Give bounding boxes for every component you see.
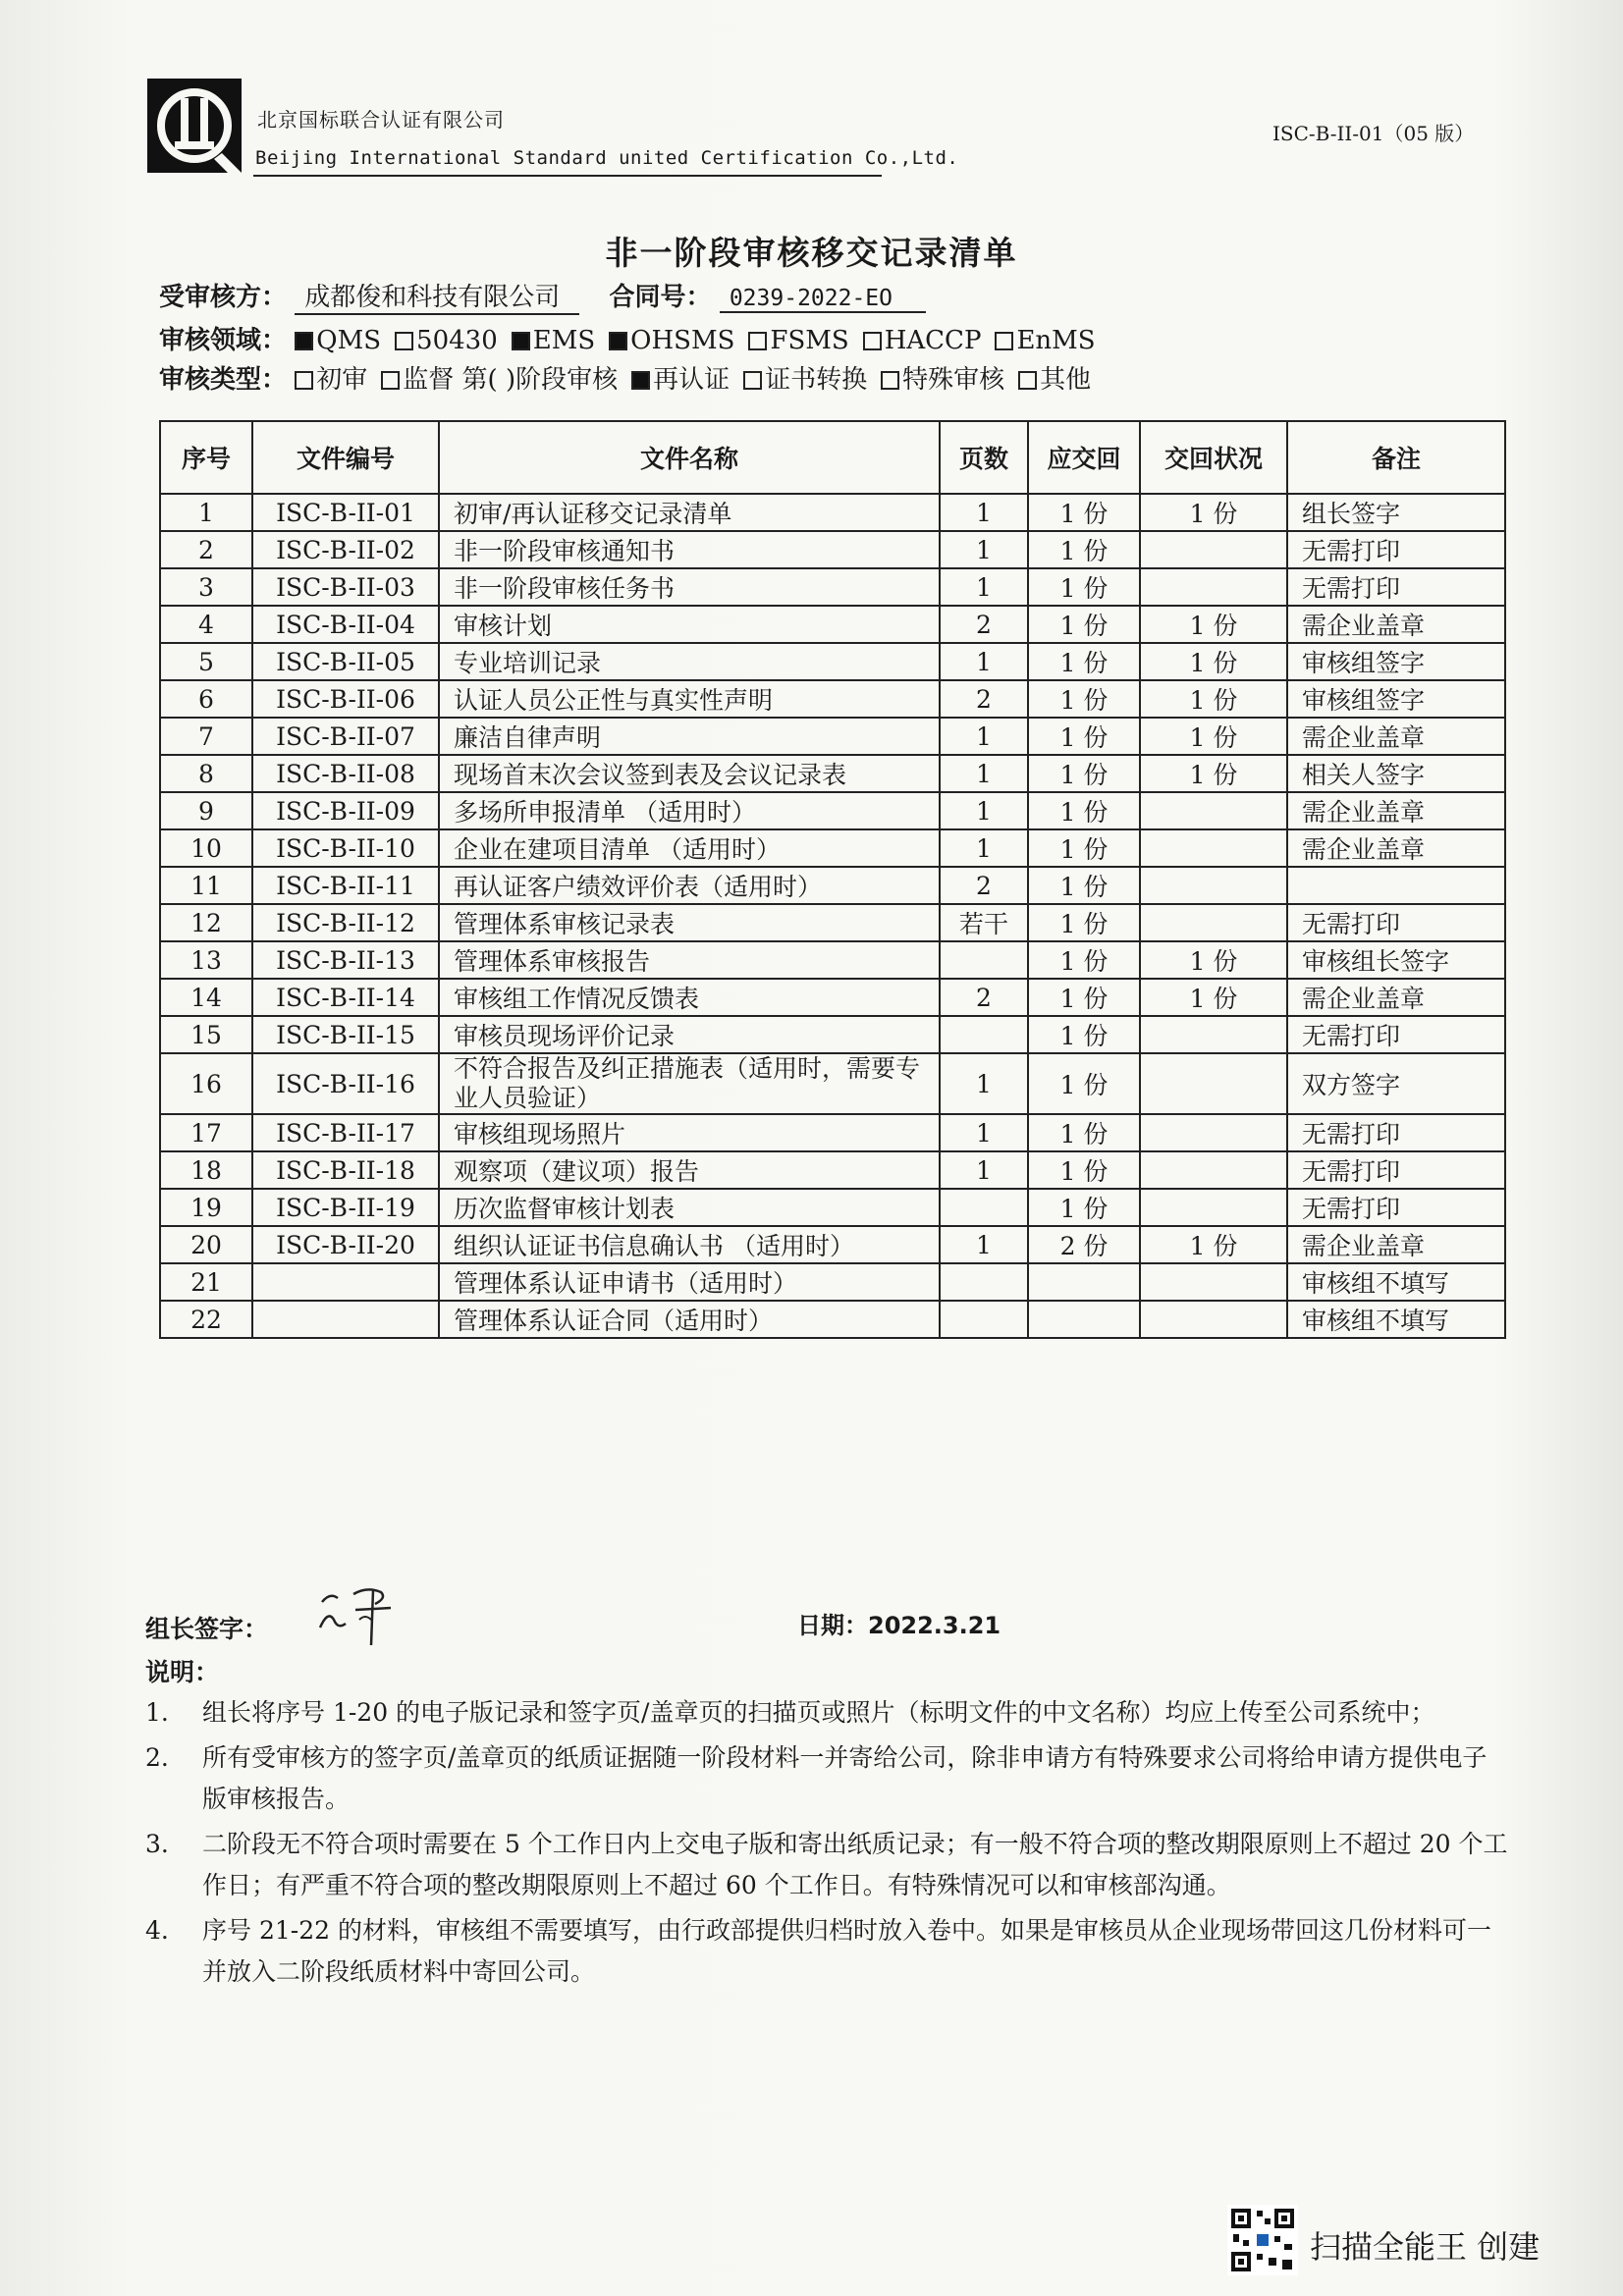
file-name-cell: 非一阶段审核通知书 [439,531,940,568]
page-count-cell [940,941,1028,979]
return-status-cell [1140,829,1287,867]
file-code-cell: ISC-B-II-08 [252,755,439,792]
page-count-cell: 1 [940,1151,1028,1189]
remark-cell: 无需打印 [1287,1189,1505,1226]
table-row [160,1226,1505,1263]
type-option [1018,365,1091,395]
return-status-cell [1140,1263,1287,1301]
table-row [160,904,1505,941]
unchecked-box-icon [743,371,762,390]
note-number: 1. [145,1698,169,1727]
type-option [631,365,730,395]
type-option [381,365,618,395]
remark-cell: 无需打印 [1287,568,1505,606]
col-header-pages: 页数 [940,421,1028,494]
file-code-cell: ISC-B-II-16 [252,1053,439,1114]
remark-cell: 需企业盖章 [1287,718,1505,755]
notes-list [145,1692,1510,1997]
remark-cell: 需企业盖章 [1287,1226,1505,1263]
remark-cell: 审核组签字 [1287,643,1505,680]
company-name-en: Beijing International Standard united Certification Co.,Ltd. [255,147,959,169]
return-status-cell [1140,1053,1287,1114]
domain-option [295,326,381,355]
table-row [160,643,1505,680]
unchecked-box-icon [995,332,1013,350]
table-row [160,1016,1505,1053]
file-code-cell: ISC-B-II-10 [252,829,439,867]
table-row [160,829,1505,867]
table-row [160,531,1505,568]
file-code-cell [252,1263,439,1301]
file-name-cell: 审核组现场照片 [439,1114,940,1151]
table-row [160,755,1505,792]
col-header-note: 备注 [1287,421,1505,494]
page-count-cell: 2 [940,606,1028,643]
note-text: 二阶段无不符合项时需要在 5 个工作日内上交电子版和寄出纸质记录；有一般不符合项的整改期限原则上不超过 20 个工作日；有严重不符合项的整改期限原则上不超过 60 个工作日。有特殊情况可以和审核部沟通。 [202,1830,1508,1899]
return-status-cell: 1 份 [1140,1226,1287,1263]
header-divider [253,175,882,177]
unchecked-box-icon [863,332,882,350]
unchecked-box-icon [295,371,313,390]
row-number-cell: 22 [160,1301,252,1338]
row-number-cell: 1 [160,494,252,531]
remark-cell: 审核组长签字 [1287,941,1505,979]
page-count-cell: 2 [940,680,1028,718]
due-count-cell: 1 份 [1028,941,1140,979]
type-option-label: 初审 [316,365,368,395]
file-name-cell: 初审/再认证移交记录清单 [439,494,940,531]
unchecked-box-icon [395,332,413,350]
page-count-cell: 1 [940,792,1028,829]
leader-sign-label: 组长签字： [145,1615,269,1643]
type-option-label: 监督 第( )阶段审核 [403,365,619,395]
notes-title: 说明： [145,1658,220,1686]
row-number-cell: 8 [160,755,252,792]
due-count-cell: 1 份 [1028,568,1140,606]
col-header-no: 序号 [160,421,252,494]
row-number-cell: 17 [160,1114,252,1151]
due-count-cell: 1 份 [1028,1053,1140,1114]
domain-option [748,326,848,355]
table-row [160,1151,1505,1189]
due-count-cell [1028,1301,1140,1338]
remark-cell: 双方签字 [1287,1053,1505,1114]
remark-cell: 需企业盖章 [1287,829,1505,867]
due-count-cell: 1 份 [1028,606,1140,643]
domain-option-label: HACCP [884,326,982,355]
table-row [160,867,1505,904]
file-code-cell: ISC-B-II-11 [252,867,439,904]
document-code: ISC-B-II-01（05 版） [1272,122,1475,145]
due-count-cell: 1 份 [1028,718,1140,755]
remark-cell: 组长签字 [1287,494,1505,531]
note-number: 3. [145,1830,169,1858]
file-name-cell: 多场所申报清单 （适用时） [439,792,940,829]
domain-option-label: EnMS [1016,326,1096,355]
file-name-cell: 企业在建项目清单 （适用时） [439,829,940,867]
checked-box-icon [295,332,313,350]
domain-option-label: QMS [316,326,382,355]
note-number: 2. [145,1743,169,1772]
table-row [160,1263,1505,1301]
company-logo-icon [145,77,243,175]
type-option-label: 证书转换 [765,365,868,395]
table-row [160,941,1505,979]
note-item [145,1824,1510,1906]
note-number: 4. [145,1916,169,1945]
file-code-cell: ISC-B-II-04 [252,606,439,643]
due-count-cell: 1 份 [1028,531,1140,568]
table-row [160,1189,1505,1226]
return-status-cell: 1 份 [1140,606,1287,643]
col-header-status: 交回状况 [1140,421,1287,494]
auditee-value: 成都俊和科技有限公司 [295,277,579,315]
file-code-cell: ISC-B-II-03 [252,568,439,606]
remark-cell: 需企业盖章 [1287,792,1505,829]
file-code-cell: ISC-B-II-07 [252,718,439,755]
col-header-name: 文件名称 [439,421,940,494]
row-number-cell: 13 [160,941,252,979]
return-status-cell: 1 份 [1140,643,1287,680]
type-option [881,365,1004,395]
file-code-cell: ISC-B-II-15 [252,1016,439,1053]
handover-table [159,420,1506,1339]
type-option-label: 其他 [1040,365,1092,395]
col-header-due: 应交回 [1028,421,1140,494]
return-status-cell: 1 份 [1140,718,1287,755]
due-count-cell: 1 份 [1028,1114,1140,1151]
return-status-cell [1140,531,1287,568]
domain-option [863,326,982,355]
page-count-cell: 1 [940,755,1028,792]
file-name-cell: 审核计划 [439,606,940,643]
file-code-cell: ISC-B-II-20 [252,1226,439,1263]
file-name-cell: 审核员现场评价记录 [439,1016,940,1053]
row-number-cell: 15 [160,1016,252,1053]
file-name-cell: 再认证客户绩效评价表（适用时） [439,867,940,904]
checked-box-icon [609,332,627,350]
return-status-cell [1140,1189,1287,1226]
row-number-cell: 3 [160,568,252,606]
remark-cell: 无需打印 [1287,1016,1505,1053]
return-status-cell [1140,1016,1287,1053]
file-code-cell: ISC-B-II-05 [252,643,439,680]
row-number-cell: 14 [160,979,252,1016]
row-number-cell: 21 [160,1263,252,1301]
table-row [160,792,1505,829]
checked-box-icon [512,332,530,350]
file-name-cell: 不符合报告及纠正措施表（适用时，需要专业人员验证） [439,1053,940,1114]
unchecked-box-icon [381,371,400,390]
auditee-line [159,277,926,315]
domain-option-label: FSMS [770,326,849,355]
file-name-cell: 廉洁自律声明 [439,718,940,755]
row-number-cell: 5 [160,643,252,680]
table-row [160,494,1505,531]
return-status-cell: 1 份 [1140,941,1287,979]
return-status-cell: 1 份 [1140,755,1287,792]
due-count-cell: 2 份 [1028,1226,1140,1263]
file-name-cell: 非一阶段审核任务书 [439,568,940,606]
row-number-cell: 19 [160,1189,252,1226]
note-item [145,1737,1510,1820]
table-row [160,1053,1505,1114]
table-row [160,979,1505,1016]
page-count-cell: 1 [940,718,1028,755]
row-number-cell: 20 [160,1226,252,1263]
page-count-cell: 1 [940,829,1028,867]
due-count-cell: 1 份 [1028,979,1140,1016]
file-name-cell: 审核组工作情况反馈表 [439,979,940,1016]
file-name-cell: 管理体系审核报告 [439,941,940,979]
file-code-cell: ISC-B-II-13 [252,941,439,979]
due-count-cell: 1 份 [1028,1151,1140,1189]
scanner-watermark-text: 扫描全能王 创建 [1310,2228,1541,2266]
domain-option-label: 50430 [416,326,498,355]
due-count-cell: 1 份 [1028,680,1140,718]
remark-cell: 无需打印 [1287,904,1505,941]
page-count-cell: 若干 [940,904,1028,941]
domain-label: 审核领域： [159,326,288,355]
row-number-cell: 4 [160,606,252,643]
file-name-cell: 认证人员公正性与真实性声明 [439,680,940,718]
page-count-cell: 1 [940,568,1028,606]
due-count-cell [1028,1263,1140,1301]
file-name-cell: 观察项（建议项）报告 [439,1151,940,1189]
type-line [159,359,1105,396]
remark-cell: 相关人签字 [1287,755,1505,792]
table-row [160,606,1505,643]
domain-option-label: OHSMS [630,326,735,355]
type-option [295,365,367,395]
remark-cell: 审核组签字 [1287,680,1505,718]
file-code-cell: ISC-B-II-14 [252,979,439,1016]
domain-option [512,326,595,355]
page-count-cell: 1 [940,1053,1028,1114]
due-count-cell: 1 份 [1028,643,1140,680]
file-name-cell: 管理体系审核记录表 [439,904,940,941]
domain-option [995,326,1095,355]
file-name-cell: 历次监督审核计划表 [439,1189,940,1226]
row-number-cell: 2 [160,531,252,568]
page-count-cell [940,1016,1028,1053]
col-header-code: 文件编号 [252,421,439,494]
return-status-cell [1140,568,1287,606]
row-number-cell: 11 [160,867,252,904]
due-count-cell: 1 份 [1028,1016,1140,1053]
page-count-cell [940,1263,1028,1301]
type-option-label: 特殊审核 [902,365,1005,395]
page-count-cell: 1 [940,1226,1028,1263]
file-name-cell: 管理体系认证申请书（适用时） [439,1263,940,1301]
return-status-cell [1140,1151,1287,1189]
file-code-cell: ISC-B-II-17 [252,1114,439,1151]
unchecked-box-icon [881,371,899,390]
table-row [160,718,1505,755]
remark-cell: 需企业盖章 [1287,606,1505,643]
table-row [160,680,1505,718]
domain-option [609,326,734,355]
row-number-cell: 18 [160,1151,252,1189]
file-name-cell: 现场首末次会议签到表及会议记录表 [439,755,940,792]
return-status-cell: 1 份 [1140,979,1287,1016]
table-row [160,568,1505,606]
file-code-cell: ISC-B-II-06 [252,680,439,718]
due-count-cell: 1 份 [1028,1189,1140,1226]
unchecked-box-icon [748,332,767,350]
row-number-cell: 9 [160,792,252,829]
row-number-cell: 12 [160,904,252,941]
page-count-cell [940,1189,1028,1226]
table-row [160,1114,1505,1151]
file-code-cell: ISC-B-II-19 [252,1189,439,1226]
note-text: 序号 21-22 的材料，审核组不需要填写，由行政部提供归档时放入卷中。如果是审核员从企业现场带回这几份材料可一并放入二阶段纸质材料中寄回公司。 [202,1916,1491,1986]
page-count-cell: 2 [940,979,1028,1016]
file-code-cell: ISC-B-II-18 [252,1151,439,1189]
unchecked-box-icon [1018,371,1037,390]
due-count-cell: 1 份 [1028,755,1140,792]
return-status-cell [1140,1114,1287,1151]
page-count-cell [940,1301,1028,1338]
return-status-cell [1140,904,1287,941]
return-status-cell: 1 份 [1140,494,1287,531]
remark-cell: 审核组不填写 [1287,1263,1505,1301]
qr-code-icon [1227,2205,1298,2275]
return-status-cell [1140,867,1287,904]
file-code-cell [252,1301,439,1338]
return-status-cell [1140,792,1287,829]
note-text: 所有受审核方的签字页/盖章页的纸质证据随一阶段材料一并寄给公司，除非申请方有特殊要求公司将给申请方提供电子版审核报告。 [202,1743,1488,1813]
checked-box-icon [631,371,650,390]
domain-option-label: EMS [532,326,596,355]
file-name-cell: 组织认证证书信息确认书 （适用时） [439,1226,940,1263]
handwritten-signature [316,1580,405,1649]
remark-cell [1287,867,1505,904]
domain-line [159,320,1109,356]
due-count-cell: 1 份 [1028,904,1140,941]
note-text: 组长将序号 1-20 的电子版记录和签字页/盖章页的扫描页或照片（标明文件的中文名称）均应上传至公司系统中； [202,1698,1435,1727]
auditee-label: 受审核方： [159,283,288,312]
page-count-cell: 1 [940,531,1028,568]
file-code-cell: ISC-B-II-09 [252,792,439,829]
return-status-cell [1140,1301,1287,1338]
row-number-cell: 7 [160,718,252,755]
date-label: 日期：2022.3.21 [797,1612,1001,1639]
row-number-cell: 10 [160,829,252,867]
remark-cell: 无需打印 [1287,1114,1505,1151]
file-code-cell: ISC-B-II-12 [252,904,439,941]
type-option [743,365,867,395]
contract-value: 0239-2022-EO [720,286,926,313]
row-number-cell: 16 [160,1053,252,1114]
table-row [160,1301,1505,1338]
page-count-cell: 1 [940,1114,1028,1151]
type-option-label: 再认证 [653,365,730,395]
return-status-cell: 1 份 [1140,680,1287,718]
contract-label: 合同号： [609,283,712,312]
due-count-cell: 1 份 [1028,829,1140,867]
due-count-cell: 1 份 [1028,792,1140,829]
file-code-cell: ISC-B-II-02 [252,531,439,568]
page-count-cell: 2 [940,867,1028,904]
note-item [145,1692,1510,1734]
due-count-cell: 1 份 [1028,494,1140,531]
due-count-cell: 1 份 [1028,867,1140,904]
note-item [145,1910,1510,1993]
remark-cell: 审核组不填写 [1287,1301,1505,1338]
remark-cell: 需企业盖章 [1287,979,1505,1016]
page-count-cell: 1 [940,643,1028,680]
remark-cell: 无需打印 [1287,531,1505,568]
file-code-cell: ISC-B-II-01 [252,494,439,531]
file-name-cell: 管理体系认证合同（适用时） [439,1301,940,1338]
page-count-cell: 1 [940,494,1028,531]
page-title: 非一阶段审核移交记录清单 [605,234,1018,272]
table-header-row [160,421,1505,494]
domain-option [395,326,498,355]
remark-cell: 无需打印 [1287,1151,1505,1189]
type-label: 审核类型： [159,365,288,395]
company-name-cn: 北京国标联合认证有限公司 [257,108,505,132]
row-number-cell: 6 [160,680,252,718]
file-name-cell: 专业培训记录 [439,643,940,680]
